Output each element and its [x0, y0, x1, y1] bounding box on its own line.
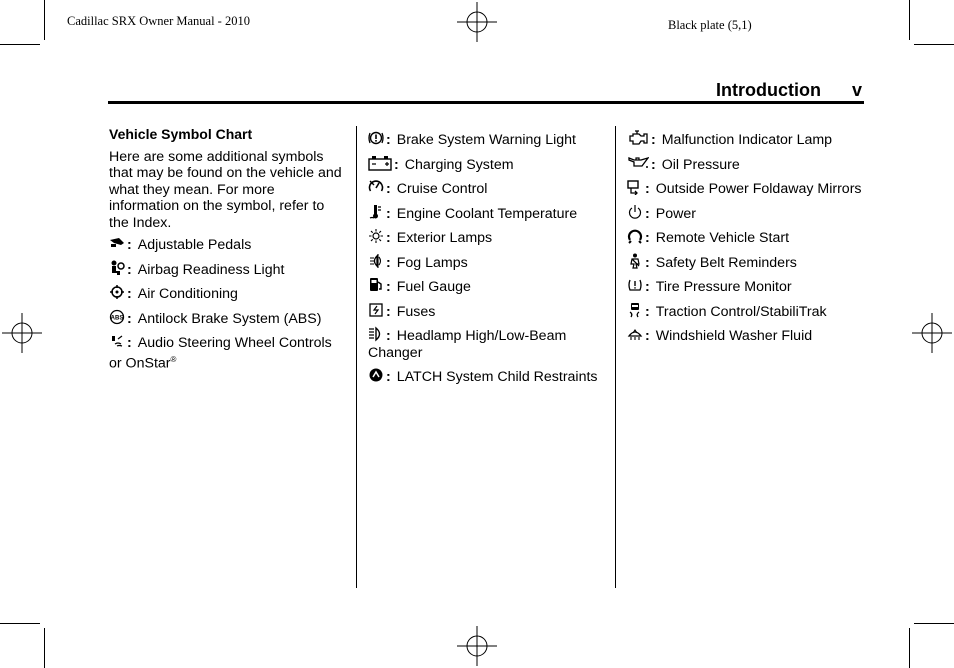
section-heading: Vehicle Symbol Chart [109, 126, 253, 142]
intro-paragraph: Here are some additional symbols that may be found on the vehicle and what they mean. For more information on the symbol, refer to the Index. [109, 148, 342, 231]
mirror-icon [627, 179, 643, 195]
svg-text:ABS: ABS [110, 315, 124, 321]
symbol-item: : Fuel Gauge [368, 277, 608, 296]
tire-pressure-icon [627, 277, 643, 293]
symbol-item: : Cruise Control [368, 179, 608, 198]
symbol-label: Brake System Warning Light [396, 132, 576, 148]
pedals-icon [109, 235, 125, 251]
symbol-label: Oil Pressure [661, 156, 740, 173]
column-divider [356, 126, 357, 588]
airbag-icon [109, 260, 125, 276]
header-rule [108, 101, 864, 104]
engine-icon [627, 130, 649, 146]
symbol-label: Exterior Lamps [396, 230, 493, 246]
symbol-label: Cruise Control [396, 181, 488, 197]
headlamp-icon [368, 326, 384, 342]
symbol-label: Windshield Washer Fluid [655, 328, 813, 344]
symbol-label: Headlamp High/Low-Beam Changer [368, 328, 567, 361]
registration-mark-icon [912, 313, 952, 353]
fuse-icon [368, 302, 384, 318]
symbol-item: : Power [627, 204, 863, 223]
registration-mark-icon [2, 313, 42, 353]
symbol-item: : Audio Steering Wheel Controls or OnStar® [109, 335, 332, 372]
registration-mark-icon [457, 626, 497, 666]
symbol-label: Safety Belt Reminders [655, 254, 797, 271]
symbol-item: : LATCH System Child Restraints [368, 367, 608, 386]
coolant-icon [368, 204, 384, 220]
symbol-item: : Tire Pressure Monitor [627, 277, 863, 296]
cruise-icon [368, 179, 384, 195]
column-divider [615, 126, 616, 588]
fan-icon [109, 284, 125, 300]
fog-lamp-icon [368, 253, 384, 269]
fuel-icon [368, 277, 384, 293]
symbol-label: Audio Steering Wheel Controls or OnStar [109, 335, 332, 372]
crop-mark [44, 0, 45, 40]
symbol-item: : Windshield Washer Fluid [627, 326, 863, 345]
remote-start-icon [627, 228, 643, 244]
symbol-label: Airbag Readiness Light [137, 261, 285, 278]
page-number: v [852, 80, 863, 100]
symbol-label: Antilock Brake System (ABS) [137, 310, 322, 327]
page-title: Introduction [716, 80, 821, 100]
symbol-item: : Fuses [368, 302, 608, 321]
symbol-label: LATCH System Child Restraints [396, 369, 598, 385]
symbol-label: Fuses [396, 303, 436, 320]
crop-mark [914, 44, 954, 45]
exterior-lamp-icon [368, 228, 384, 244]
symbol-label: Engine Coolant Temperature [396, 205, 578, 222]
crop-mark [909, 628, 910, 668]
symbol-item: : Exterior Lamps [368, 228, 608, 247]
registration-mark-icon [457, 2, 497, 42]
battery-icon [368, 155, 392, 171]
symbol-label: Fog Lamps [396, 254, 468, 271]
symbol-item: : Malfunction Indicator Lamp [627, 130, 863, 149]
washer-icon [627, 326, 643, 342]
brake-warning-icon [368, 130, 384, 146]
symbol-label: Fuel Gauge [396, 279, 471, 295]
latch-icon [368, 367, 384, 383]
symbol-item: : Outside Power Foldaway Mirrors [627, 179, 863, 198]
symbol-item: : Airbag Readiness Light [109, 260, 345, 279]
column-3 [627, 126, 863, 351]
symbol-item: : Adjustable Pedals [109, 235, 345, 254]
symbol-label: Tire Pressure Monitor [655, 279, 792, 295]
manual-title: Cadillac SRX Owner Manual - 2010 [67, 14, 250, 28]
symbol-item: : Oil Pressure [627, 155, 863, 174]
power-icon [627, 204, 643, 220]
crop-mark [0, 623, 40, 624]
symbol-item: : Fog Lamps [368, 253, 608, 272]
column-1 [109, 126, 345, 378]
crop-mark [909, 0, 910, 40]
symbol-item: : Charging System [368, 155, 608, 174]
symbol-item: : Engine Coolant Temperature [368, 204, 608, 223]
symbol-label: Outside Power Foldaway Mirrors [655, 181, 862, 197]
seatbelt-icon [627, 253, 643, 269]
symbol-item: : Safety Belt Reminders [627, 253, 863, 272]
traction-icon [627, 302, 643, 318]
crop-mark [914, 623, 954, 624]
oil-can-icon [627, 155, 649, 171]
symbol-label: Air Conditioning [137, 286, 238, 302]
symbol-item: : Remote Vehicle Start [627, 228, 863, 247]
symbol-item: : Traction Control/StabiliTrak [627, 302, 863, 321]
crop-mark [44, 628, 45, 668]
symbol-item: : Headlamp High/Low-Beam Changer [368, 328, 567, 361]
symbol-label: Adjustable Pedals [137, 237, 252, 253]
steering-controls-icon [109, 333, 125, 349]
abs-icon [109, 309, 125, 325]
crop-mark [0, 44, 40, 45]
plate-label: Black plate (5,1) [668, 18, 752, 32]
symbol-label: Charging System [404, 156, 514, 173]
symbol-label: Remote Vehicle Start [655, 230, 790, 246]
symbol-item: : Air Conditioning [109, 284, 345, 303]
symbol-label: Traction Control/StabiliTrak [655, 303, 827, 320]
symbol-label: Power [655, 205, 696, 222]
registered-mark: ® [170, 354, 177, 364]
column-2 [368, 126, 608, 392]
symbol-item: ABS : Antilock Brake System (ABS) [110, 310, 322, 327]
symbol-label: Malfunction Indicator Lamp [661, 132, 833, 148]
symbol-item: : Brake System Warning Light [368, 130, 608, 149]
